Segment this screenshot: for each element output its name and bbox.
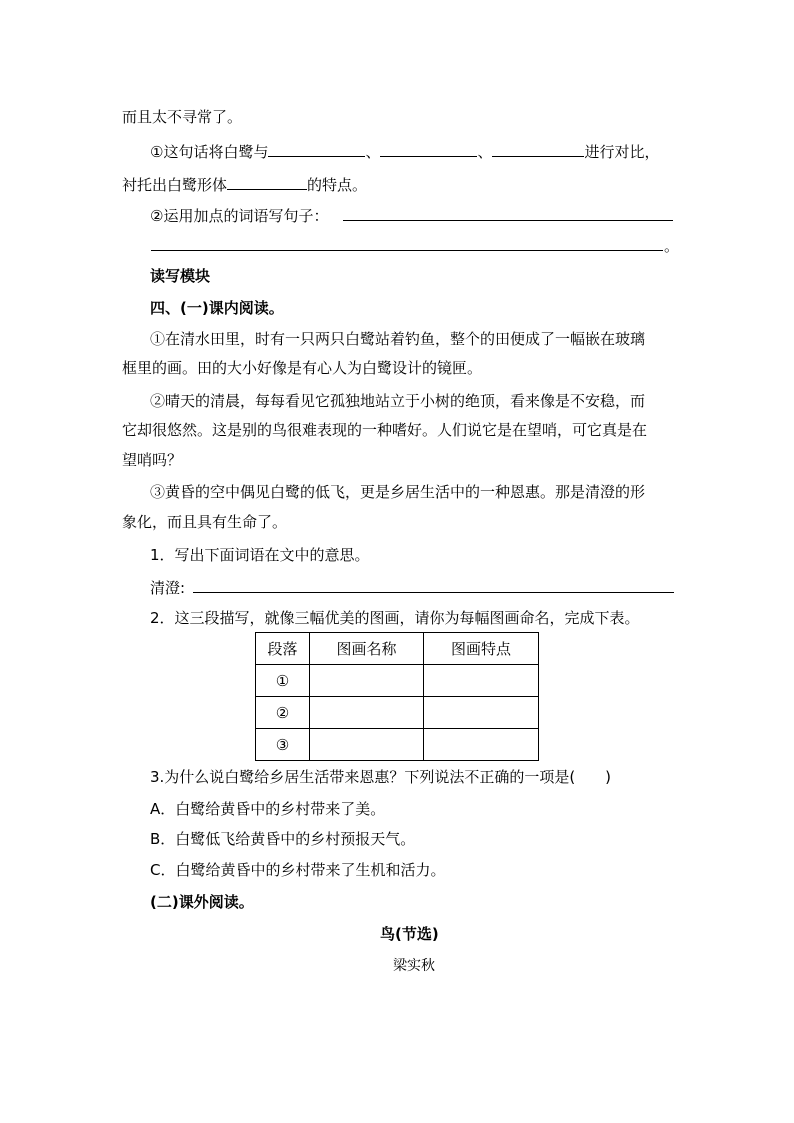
answer-blank-2[interactable] <box>380 140 477 157</box>
sub-question-1-end: 的特点。 <box>307 176 368 194</box>
table-cell-paragraph: ③ <box>256 729 310 761</box>
question-2: 2．这三段描写，就像三幅优美的图画，请你为每幅图画命名，完成下表。 <box>150 609 640 627</box>
sub-question-1 <box>150 140 660 162</box>
answer-line-word[interactable] <box>193 592 674 593</box>
end-mark: 。 <box>664 237 680 255</box>
answer-line-1[interactable] <box>343 220 673 221</box>
answer-blank-3[interactable] <box>492 140 584 157</box>
separator: 、 <box>477 143 493 161</box>
passage-author: 梁实秋 <box>393 958 435 974</box>
passage-paragraph-1: ①在清水田里，时有一只两只白鹭站着钓鱼，整个的田便成了一幅嵌在玻璃 <box>150 330 646 348</box>
table-row <box>256 697 539 729</box>
table-header-row <box>256 633 539 665</box>
passage-paragraph-2: 它却很悠然。这是别的鸟很难表现的一种嗜好。人们说它是在望哨，可它真是在 <box>122 421 648 439</box>
part-2-heading: (二)课外阅读。 <box>150 893 254 911</box>
question-1: 1．写出下面词语在文中的意思。 <box>150 546 370 564</box>
table-cell-feature[interactable] <box>424 697 539 729</box>
sub-question-1-tail: 进行对比， <box>584 143 660 161</box>
table-cell-paragraph: ① <box>256 665 310 697</box>
answer-blank-1[interactable] <box>268 140 365 157</box>
sub-question-1-text: ①这句话将白鹭与 <box>150 143 269 161</box>
table-cell-name[interactable] <box>310 697 424 729</box>
table-cell-name[interactable] <box>310 665 424 697</box>
option-b[interactable]: B．白鹭低飞给黄昏中的乡村预报天气。 <box>150 830 416 848</box>
table-cell-feature[interactable] <box>424 729 539 761</box>
table-cell-feature[interactable] <box>424 665 539 697</box>
module-title: 读写模块 <box>150 267 211 285</box>
sub-question-1-cont-text: 衬托出白鹭形体 <box>122 176 228 194</box>
passage-paragraph-2: ②晴天的清晨，每每看见它孤独地站立于小树的绝顶，看来像是不安稳，而 <box>150 392 646 410</box>
table-row <box>256 665 539 697</box>
table-header: 图画特点 <box>424 633 539 665</box>
table-header: 段落 <box>256 633 310 665</box>
separator: 、 <box>365 143 381 161</box>
passage-title: 鸟(节选) <box>380 925 439 943</box>
question-3: 3.为什么说白鹭给乡居生活带来恩惠？下列说法不正确的一项是( ) <box>150 768 612 786</box>
text-continuation: 而且太不寻常了。 <box>122 108 243 126</box>
passage-paragraph-1: 框里的画。田的大小好像是有心人为白鹭设计的镜匣。 <box>122 359 483 377</box>
answer-blank-4[interactable] <box>227 173 307 190</box>
option-c[interactable]: C．白鹭给黄昏中的乡村带来了生机和活力。 <box>150 861 446 879</box>
passage-paragraph-3: 象化，而且具有生命了。 <box>122 513 288 531</box>
passage-paragraph-2: 望哨吗？ <box>122 451 183 469</box>
answer-line-2[interactable] <box>151 250 663 251</box>
sub-question-2: ②运用加点的词语写句子： <box>150 207 329 225</box>
sub-question-1-cont <box>122 173 367 195</box>
option-a[interactable]: A．白鹭给黄昏中的乡村带来了美。 <box>150 800 386 818</box>
table-cell-name[interactable] <box>310 729 424 761</box>
table-cell-paragraph: ② <box>256 697 310 729</box>
table-header: 图画名称 <box>310 633 424 665</box>
section-heading: 四、(一)课内阅读。 <box>150 299 284 317</box>
question-1-word: 清澄: <box>150 579 186 597</box>
table-row <box>256 729 539 761</box>
passage-paragraph-3: ③黄昏的空中偶见白鹭的低飞，更是乡居生活中的一种恩惠。那是清澄的形 <box>150 483 646 501</box>
answer-table <box>255 632 539 761</box>
